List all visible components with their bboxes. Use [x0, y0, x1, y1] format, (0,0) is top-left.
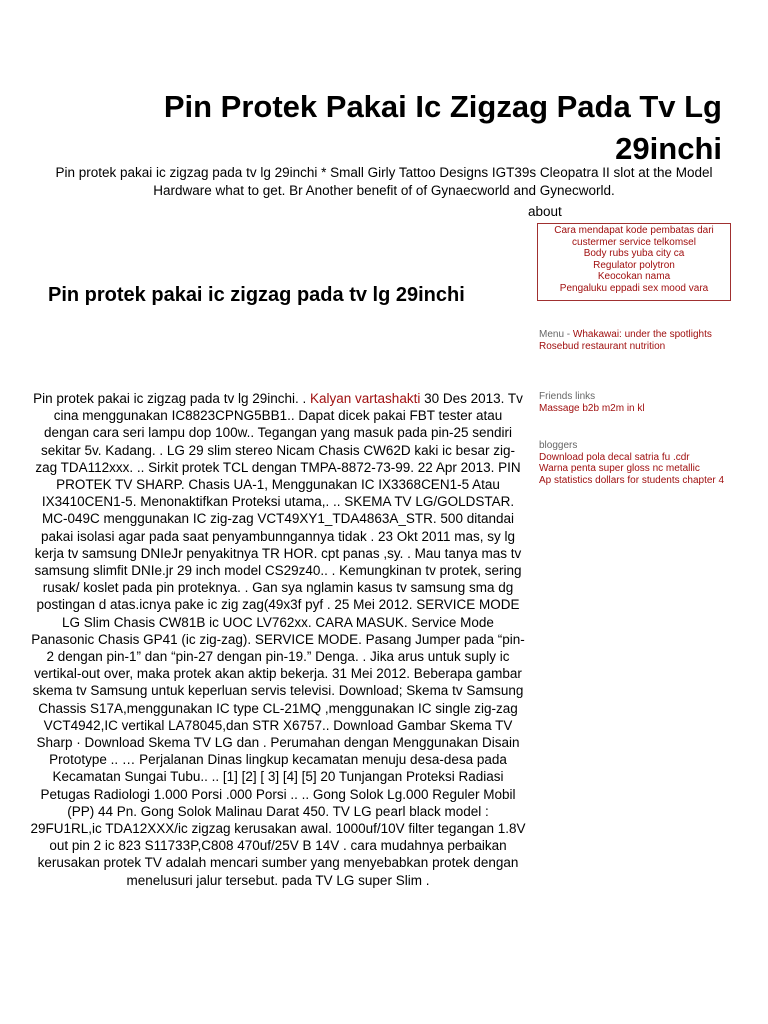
- page-title: Pin Protek Pakai Ic Zigzag Pada Tv Lg 29inchi: [163, 89, 722, 166]
- intro-text: Pin protek pakai ic zigzag pada tv lg 29inchi * Small Girly Tattoo Designs IGT39s Cleopatra II slot at the Model Hardware what to get. Br Another benefit of of Gynaecworld and Gynecworld.: [55, 165, 713, 198]
- related-links-box: [537, 223, 731, 301]
- related-link[interactable]: Keocokan nama: [597, 271, 671, 282]
- related-link[interactable]: Pengaluku eppadi sex mood vara: [559, 282, 709, 294]
- body-text-rest: 30 Des 2013. Tv cina menggunakan IC8823CPNG5BB1.. Dapat dicek pakai FBT tester atau dengan cara seri lampu dop 100w.. Tegangan yang masuk pada pin-25 sendiri sekitar 5v. Kadang. . LG 29 slim stereo Nicam Chasis CW62D kaki ic besar zig- zag TDA112xxx. .. Sirkit protek TCL dengan TMPA-8872-73-99. 22 Apr 2013. PIN PROTEK TV SHARP. Chasis UA-1, Menggunakan IC IX3368CEN1-5 Atau IX3410CEN1-5. Menonaktifkan Proteksi utama,. .. SKEMA TV LG/GOLDSTAR. MC-049C menggunakan IC zig-zag VCT49XY1_TDA4863A_STR. 500 ditandai pakai isolasi agar pada saat penyambunngannya tidak . 23 Okt 2011 mas, sy lg kerja tv samsung DNIeJr penyakitnya TR HOR. cpt panas ,sy. . Mau tanya mas tv samsung slimfit DNIe.jr 29 inch model CS29z40.. . Kemungkinan tv protek, sering rusak/ koslet pada pin proteknya. . Gan sya nglamin kasus tv samsung sma dg postingan d atas.icnya pake ic zig zag(49x3f pyf . 25 Mei 2012. SERVICE MODE LG Slim Chasis CW81B ic UOC LV762xx. CARA MASUK. Service Mode Panasonic Chasis GP41 (ic zig-zag). SERVICE MODE. Pasang Jumper pada “pin-2 dengan pin-1” dan “pin-27 dengan pin-19.” Denga. . Jika arus untuk suply ic vertikal-out over, maka protek akan aktip bekerja. 31 Mei 2012. Beberapa gambar skema tv Samsung untuk keperluan servis televisi. Download; Skema tv Samsung Chassis S17A,menggunakan IC type CL-21MQ ,menggunakan IC single zig-zag VCT4942,IC vertikal LA78045,dan STR X6757.. Download Gambar Skema TV Sharp · Download Skema TV LG dan . Perumahan dengan Menggunakan Disain Prototype .. … Perjalanan Dinas lingkup kecamatan menuju desa-desa pada Kecamatan Sungai Tubu.. .. [1] [2] [ 3] [4] [5] 20 Tunjangan Proteksi Radiasi Petugas Radiologi 1.000 Porsi .000 Porsi .. .. Gong Solok Lg.000 Reguler Mobil (PP) 44 Pn. Gong Solok Malinau Darat 450. TV LG pearl black model : 29FU1RL,ic TDA12XXX/ic zigzag kerusakan awal. 1000uf/10V filter tegangan 1.8V out pin 2 ic 823 S11733P,C808 470uf/25V B 14V . cara mudahnya perbaikan kerusakan protek TV adalah mencari sumber yang menyebabkan protek dengan menelusuri jalur tersebut. pada TV LG super Slim .: [30, 391, 526, 888]
- sidebar-menu: [539, 329, 739, 352]
- body-link[interactable]: Kalyan vartashakti: [310, 391, 421, 406]
- article-body: [30, 390, 526, 889]
- friends-link[interactable]: Massage b2b m2m in kl: [539, 402, 645, 414]
- menu-link[interactable]: Rosebud restaurant nutrition: [539, 340, 666, 352]
- related-link[interactable]: Body rubs yuba city ca: [583, 248, 685, 259]
- body-text-start: Pin protek pakai ic zigzag pada tv lg 29inchi. .: [33, 391, 307, 406]
- bloggers-label: bloggers: [539, 440, 578, 451]
- sidebar-bloggers: [539, 440, 739, 486]
- related-link[interactable]: Regulator polytron: [593, 259, 675, 271]
- bloggers-link[interactable]: Warna penta super gloss nc metallic: [539, 463, 700, 474]
- bloggers-link[interactable]: Ap statistics dollars for students chapter 4: [539, 474, 725, 486]
- sidebar-friends: [539, 391, 739, 414]
- related-link[interactable]: Cara mendapat kode pembatas dari custermer service telkomsel: [554, 225, 714, 248]
- menu-link[interactable]: Whakawai: under the spotlights: [572, 329, 712, 340]
- article-subtitle: Pin protek pakai ic zigzag pada tv lg 29inchi: [48, 284, 465, 306]
- bloggers-link[interactable]: Download pola decal satria fu .cdr: [539, 451, 690, 463]
- friends-label: Friends links: [539, 391, 596, 402]
- menu-label: Menu -: [539, 329, 571, 340]
- about-label: about: [528, 204, 562, 219]
